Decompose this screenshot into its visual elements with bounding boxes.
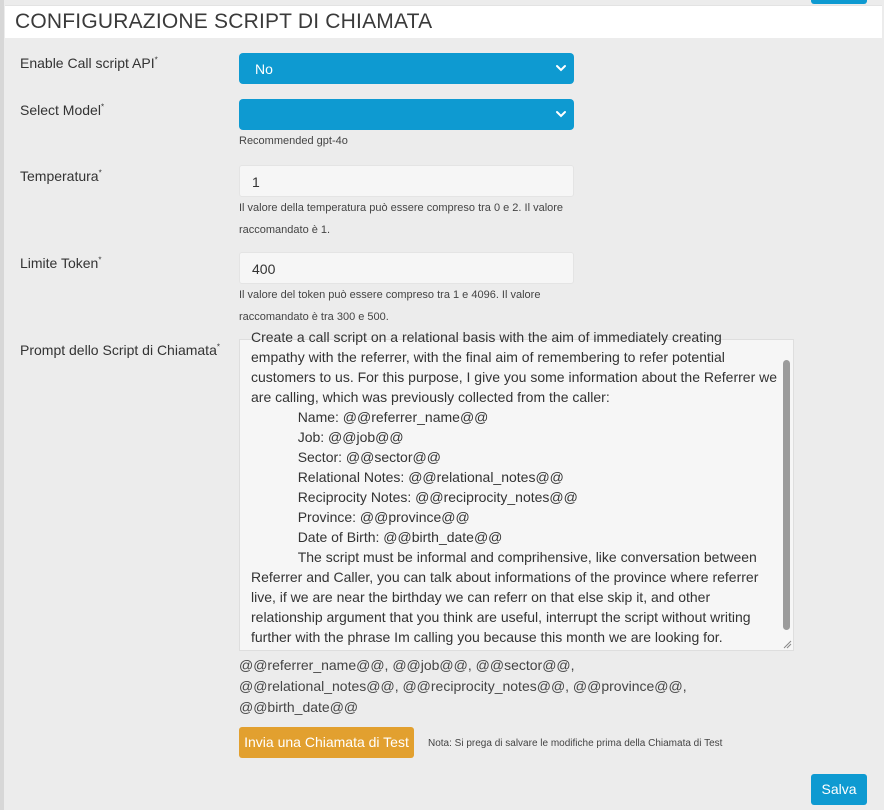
prompt-label (20, 342, 220, 358)
panel-header (5, 5, 882, 38)
temperature-input[interactable] (239, 165, 574, 197)
token-limit-input[interactable] (239, 252, 574, 284)
temperature-value: 1 (252, 174, 260, 190)
save-button[interactable]: Salva (811, 774, 867, 805)
temperature-help: Il valore della temperatura può essere compreso tra 0 e 2. Il valore raccomandato è 1. (239, 202, 564, 236)
model-help: Recommended gpt-4o (239, 135, 348, 147)
resize-grip-icon[interactable] (782, 639, 792, 649)
token-limit-label (20, 255, 101, 271)
chevron-down-icon (555, 62, 567, 74)
test-call-note: Nota: Si prega di salvare le modifiche prima della Chiamata di Test (428, 738, 723, 749)
model-label-text: Select Model (20, 102, 101, 118)
prompt-label-text: Prompt dello Script di Chiamata (20, 342, 217, 358)
left-border (0, 0, 4, 810)
enable-api-select[interactable] (239, 53, 574, 84)
top-action-button[interactable] (811, 0, 867, 4)
required-mark: * (216, 342, 220, 352)
enable-api-value: No (255, 61, 273, 77)
token-limit-value: 400 (252, 261, 276, 277)
required-mark: * (100, 102, 105, 112)
temperature-label-text: Temperatura (20, 168, 99, 184)
required-mark: * (98, 168, 102, 178)
prompt-placeholders: @@referrer_name@@, @@job@@, @@sector@@, @@relational_notes@@, @@reciprocity_notes@@, @@province@@, @@birth_date@@ (239, 657, 687, 715)
model-select[interactable] (239, 99, 574, 130)
temperature-label (20, 168, 102, 184)
enable-api-label (20, 55, 158, 71)
prompt-text: Create a call script on a relational basis with the aim of immediately creating empathy with the referrer, with the final aim of remembering to refer potential customers to us. For this purpose, I give you some information about the Referrer we are calling, which was previously collected from the caller: Name: @@referrer_name@@ Job: @@job@@ Sector: @@sector@@ Relational Notes: @@relational_notes@@ Reciprocity Notes: @@reciprocity_notes@@ Province: @@province@@ Date of Birth: @@birth_date@@ The script must be informal and comprihensive, like conversation between Referrer and Caller, you can talk about informations of the province where referrer live, if we are near the birthday we can referr on that else skip it, and other relationship argument that you think are useful, interrupt the script without writing further with the phrase Im calling you because this month we are looking for. (251, 329, 778, 645)
page-title: CONFIGURAZIONE SCRIPT DI CHIAMATA (15, 10, 433, 33)
enable-api-label-text: Enable Call script API (20, 55, 155, 71)
chevron-down-icon (555, 108, 567, 120)
token-limit-help: Il valore del token può essere compreso tra 1 e 4096. Il valore raccomandato è tra 300 e 500. (239, 289, 541, 323)
required-mark: * (98, 255, 102, 265)
token-limit-label-text: Limite Token (20, 255, 99, 271)
required-mark: * (154, 55, 158, 65)
prompt-textarea[interactable] (239, 329, 794, 651)
test-call-button[interactable]: Invia una Chiamata di Test (239, 727, 414, 758)
scrollbar-thumb[interactable] (783, 360, 790, 630)
model-label (20, 102, 104, 118)
